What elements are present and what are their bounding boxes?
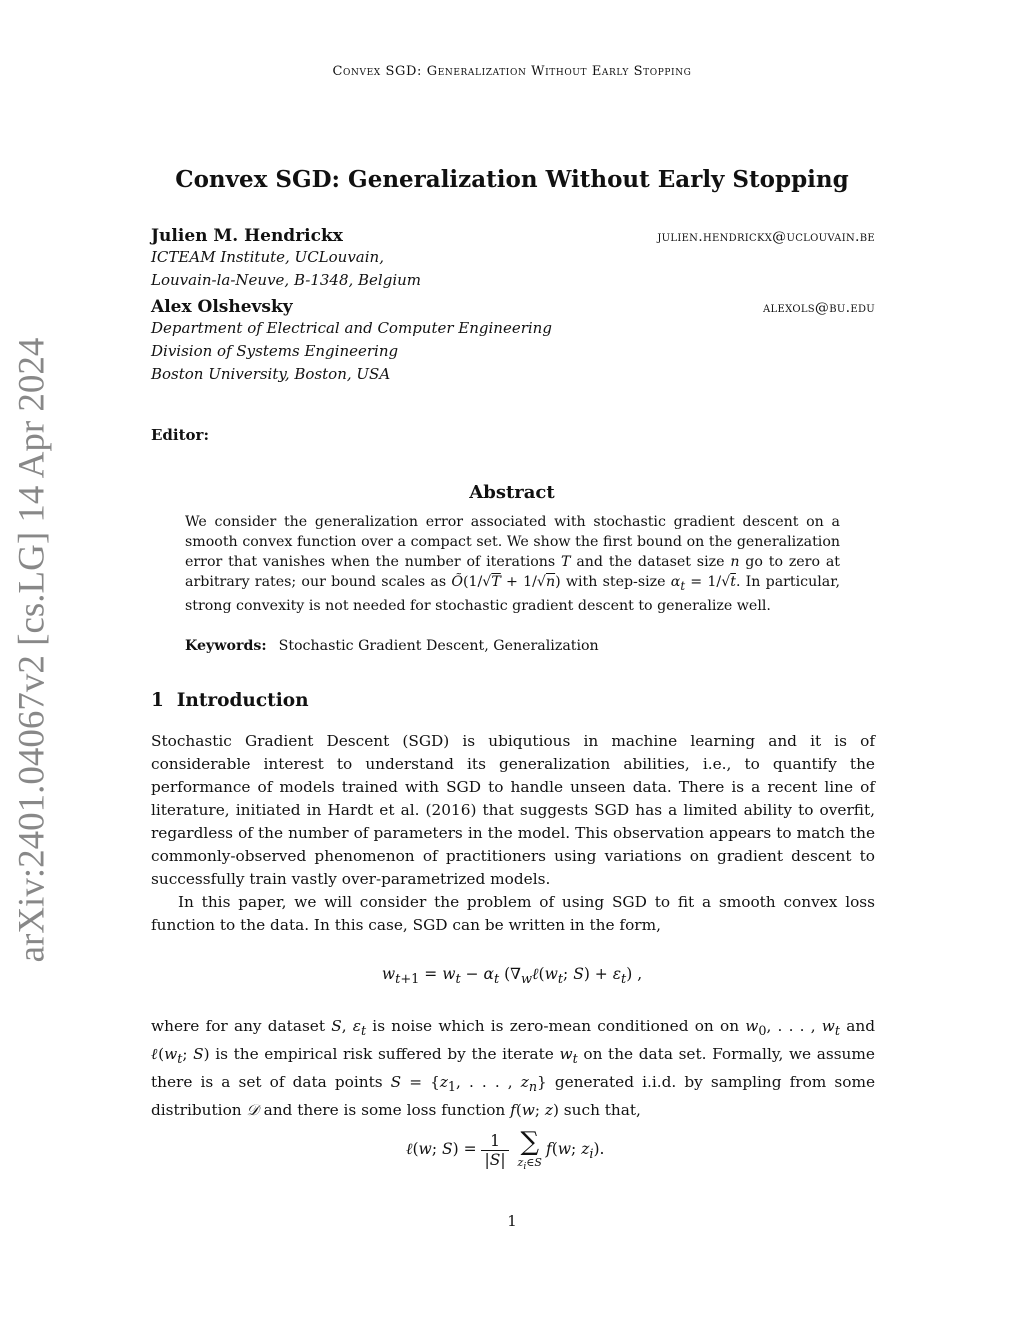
paragraph-fragment: generated i.i.d. by sampling from some distribution — [151, 1073, 875, 1120]
keywords-text: Stochastic Gradient Descent, Generalization — [278, 638, 599, 654]
abstract-fragment: and the dataset size — [570, 554, 731, 570]
author-affiliation-line: Division of Systems Engineering — [151, 342, 399, 360]
author-email[interactable]: julien.hendrickx@uclouvain.be — [657, 229, 875, 245]
abstract-fragment: with step-size — [560, 574, 671, 590]
intro-paragraph: where for any dataset S, $\varepsilon_t$ is noise which is zero-mean conditioned on on $w_0$, . . . , $w_t$ and $\ell(w_t$; S) is the empirical risk suffered by the iterate $w_t$ on the data set. Formally, we assume there is a set of data points $S = \{z_1$, . . . , $z_n$} generated i.i.d. by sampling from some distribution 𝒟 and there is some loss function f(w; z) such that, — [151, 1017, 875, 1120]
author-block — [151, 226, 875, 292]
paragraph-fragment: and there is some loss function — [258, 1101, 511, 1120]
paragraph-fragment: is noise which is zero-mean conditioned on on — [366, 1017, 746, 1035]
math-bound: Õ(1/√T + 1/√n) — [451, 574, 561, 590]
abstract-fragment: . In particular, strong convexity is not needed for stochastic gradient descent to generalize well. — [185, 574, 840, 614]
paragraph-fragment: and — [840, 1017, 875, 1035]
editor-label: Editor: — [151, 426, 209, 444]
math-n: n — [730, 554, 740, 570]
arxiv-side-stamp — [2, 337, 62, 963]
author-affiliation-line: Boston University, Boston, USA — [151, 365, 391, 383]
math-T: T — [561, 554, 571, 570]
author-name: Alex Olshevsky — [151, 297, 293, 317]
paragraph-fragment: on the data set. Formally, we assume there is a set of data points — [151, 1045, 875, 1092]
section-title: Introduction — [176, 690, 309, 711]
page-number: 1 — [507, 1212, 517, 1230]
abstract-heading: Abstract — [469, 482, 555, 503]
fraction: $\frac{1}{|S|}$ — [481, 1132, 508, 1169]
keywords-line — [185, 638, 599, 654]
author-affiliation-line: Department of Electrical and Computer Engineering — [151, 319, 552, 337]
author-email[interactable]: alexols@bu.edu — [763, 300, 875, 316]
abstract-fragment: We consider the generalization error associated with stochastic gradient descent on a smooth convex function over a compact set. We show the first bound on the generalization error that vanishes when the number of iterations — [185, 514, 840, 570]
intro-paragraph: In this paper, we will consider the problem of using SGD to fit a smooth convex loss function to the data. In this case, SGD can be written in the form, — [151, 893, 875, 934]
author-affiliation-line: ICTEAM Institute, UCLouvain, — [151, 248, 384, 266]
arxiv-identifier: arXiv:2401.04067v2 [cs.LG] 14 Apr 2024 — [11, 337, 53, 963]
author-block — [151, 297, 875, 386]
keywords-label: Keywords: — [185, 638, 267, 654]
section-heading — [151, 690, 309, 711]
author-name: Julien M. Hendrickx — [151, 226, 343, 246]
empirical-risk-equation: ℓ(w; S) = $\frac{1}{|S|}$ ∑ $z_i\in S$ f(w; $z_i$). — [406, 1127, 605, 1173]
summation: ∑ $z_i\in S$ — [517, 1127, 542, 1173]
paper-title: Convex SGD: Generalization Without Early Stopping — [175, 166, 849, 193]
paragraph-fragment: such that, — [558, 1101, 641, 1120]
sgd-update-equation: $w_{t+1} = w_t - \alpha_t$ ($\nabla_w\ell(w_t$; $S) + \varepsilon_t$) , — [381, 965, 643, 988]
paragraph-fragment: where for any dataset — [151, 1017, 332, 1035]
abstract-fragment: go to zero at arbitrary rates; our bound scales as — [185, 554, 840, 590]
intro-paragraph: Stochastic Gradient Descent (SGD) is ubiqutious in machine learning and it is of considerable interest to understand its generalization abilities, i.e., to quantify the performance of models trained with SGD to handle unseen data. There is a recent line of literature, initiated in Hardt et al. (2016) that suggests SGD has a limited ability to overfit, regardless of the number of parameters in the model. This observation appears to match the commonly-observed phenomenon of practitioners using variations on gradient descent to successfully train vastly over-parametrized models. — [151, 732, 875, 888]
math-step-size: $\alpha_t = 1/√t$ — [670, 574, 736, 593]
author-affiliation-line: Louvain-la-Neuve, B-1348, Belgium — [151, 271, 422, 289]
paragraph-fragment: is the empirical risk suffered by the iterate — [209, 1045, 560, 1064]
abstract-text — [185, 512, 840, 616]
section-number: 1 — [151, 690, 164, 711]
running-head: Convex SGD: Generalization Without Early Stopping — [332, 64, 692, 79]
